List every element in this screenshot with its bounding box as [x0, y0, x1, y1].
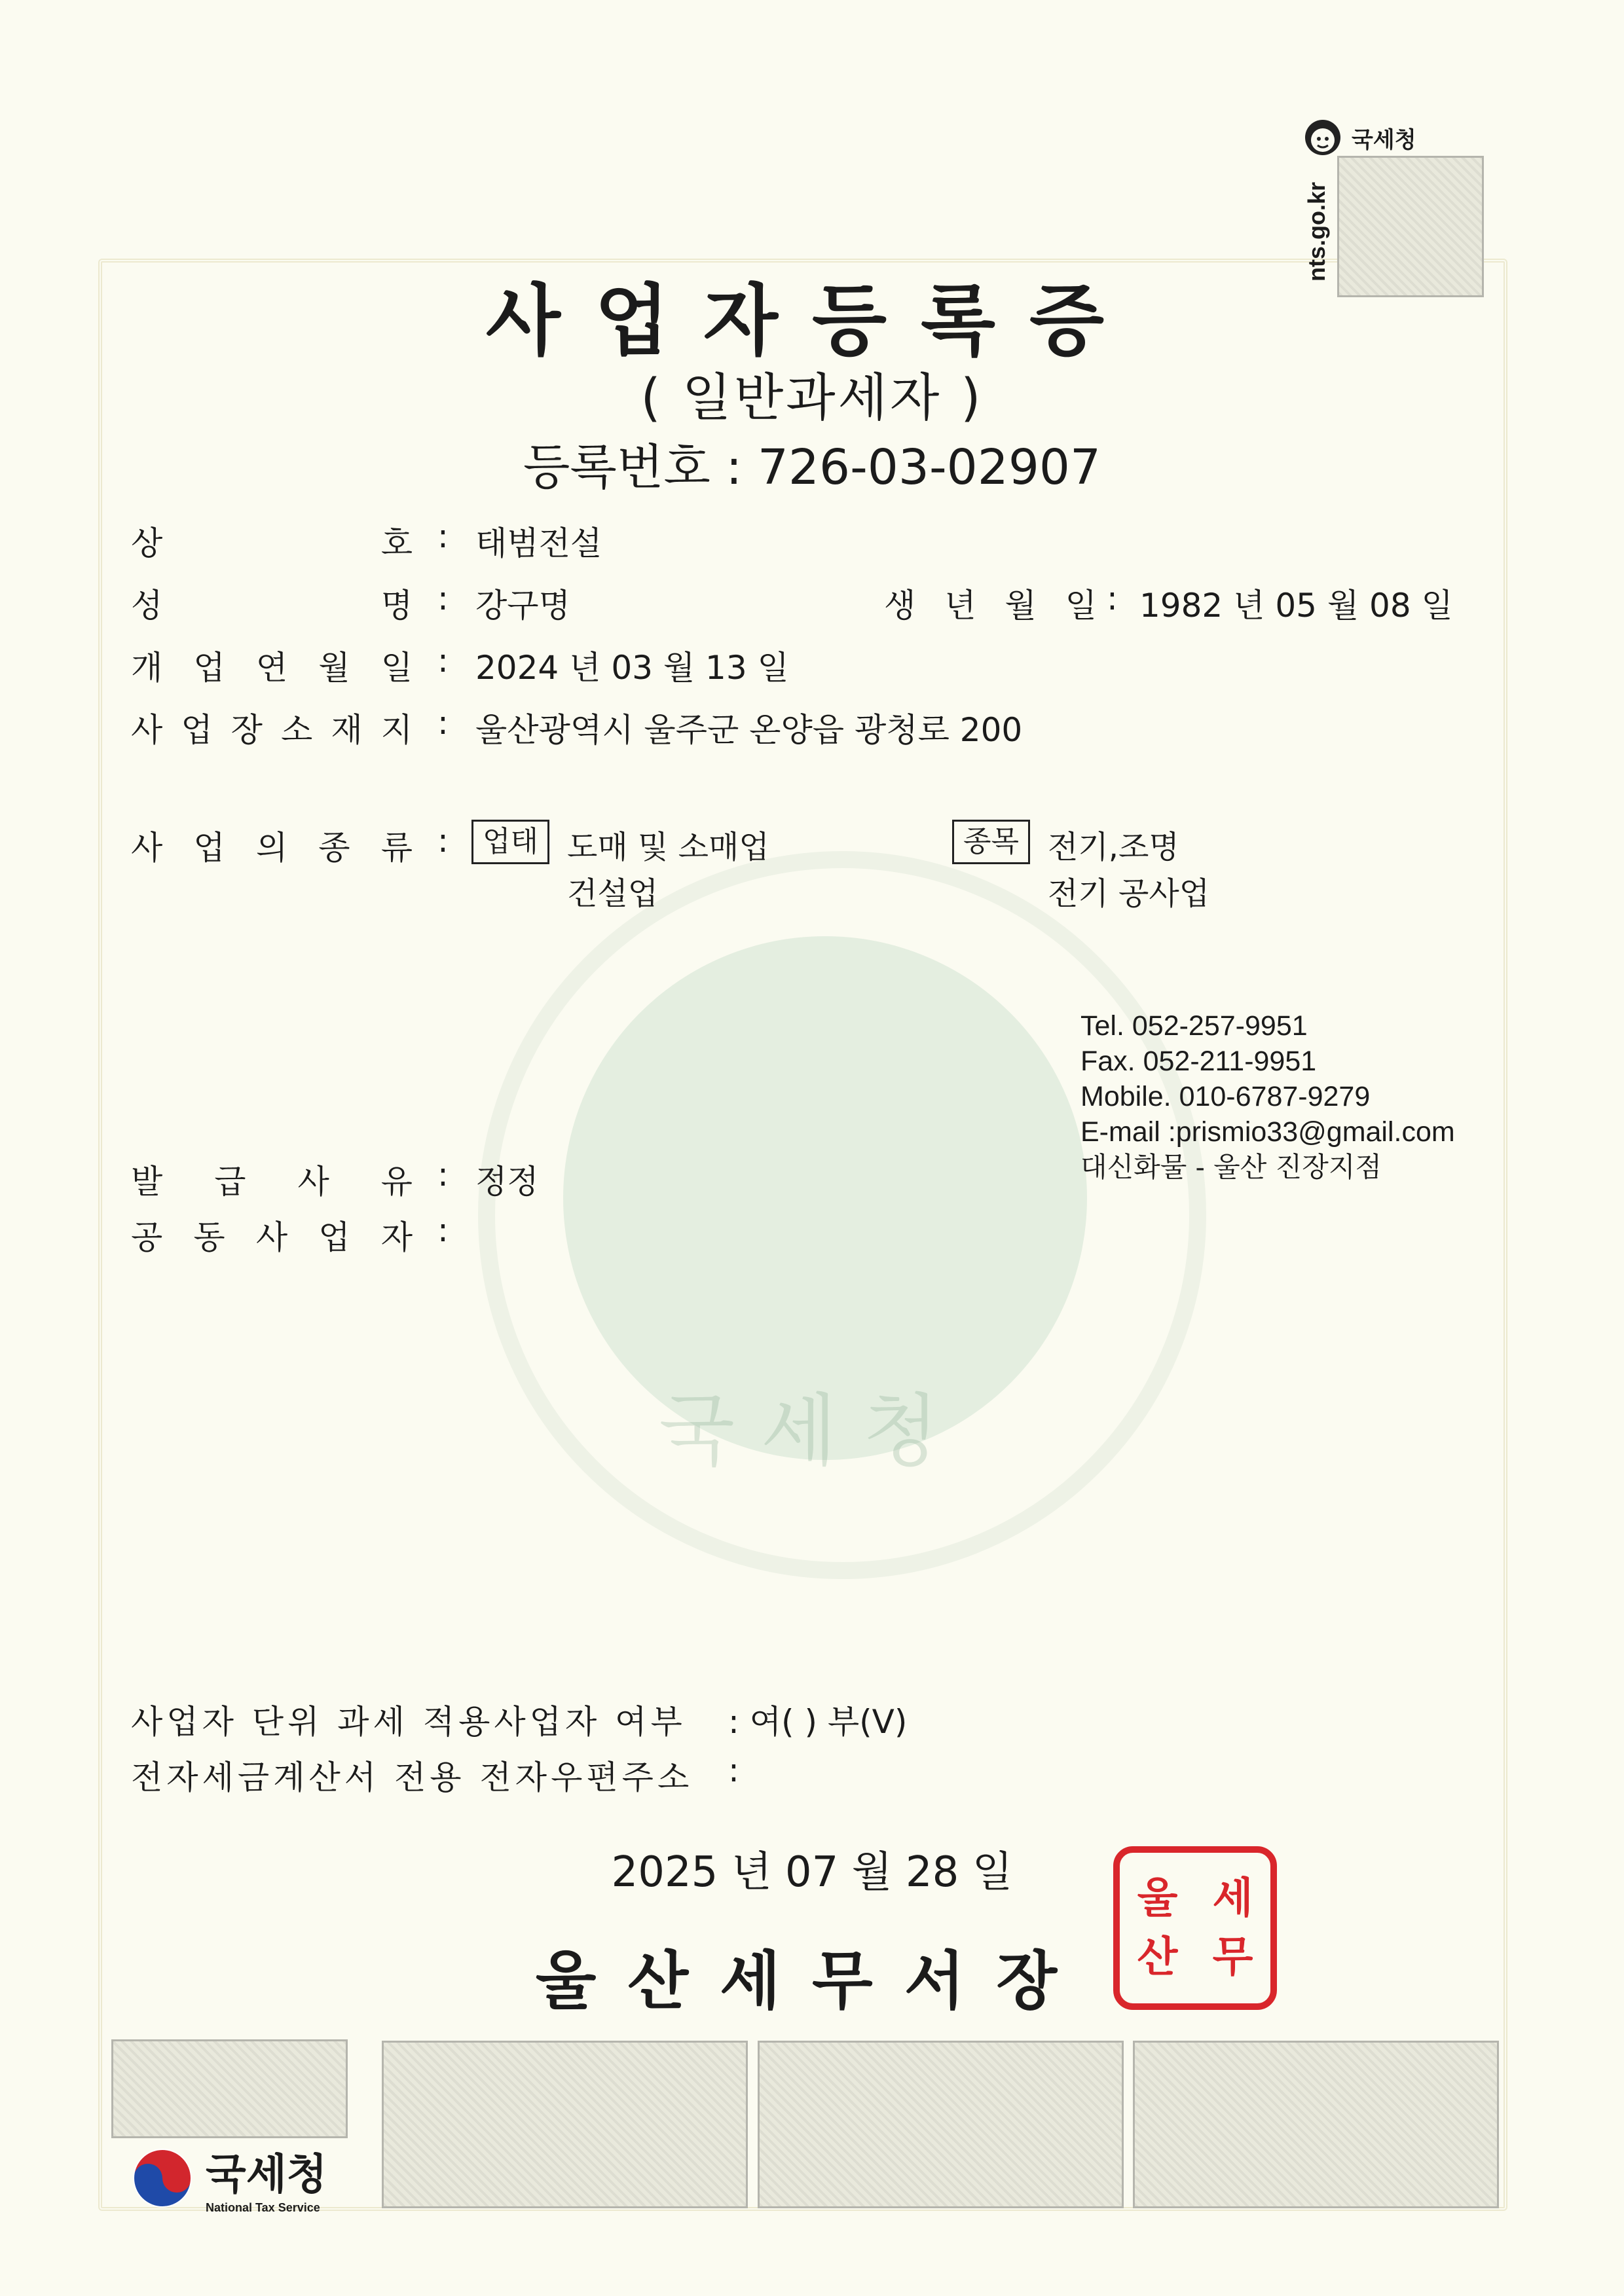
- nts-url: nts.go.kr: [1303, 181, 1330, 282]
- contact-block: [1080, 1008, 1455, 1185]
- issuing-office: 울산세무서장: [535, 1944, 1089, 2018]
- colon: :: [437, 517, 449, 555]
- birth-date-value: 1982 년 05 월 08 일: [1139, 587, 1453, 625]
- colon: :: [437, 1211, 449, 1249]
- category-1: 도매 및 소매업: [567, 829, 769, 866]
- joint-business-label: 공 동 사 업 자: [131, 1218, 413, 1256]
- watermark-text: 국세청: [659, 1386, 965, 1477]
- footer-logo-korean: 국세청: [206, 2151, 327, 2199]
- colon: :: [1107, 579, 1118, 617]
- business-type-label: 사 업 의 종 류: [131, 829, 413, 867]
- unit-tax-label: 사업자 단위 과세 적용사업자 여부: [131, 1703, 686, 1741]
- contact-mobile: Mobile. 010-6787-9279: [1080, 1081, 1371, 1112]
- nts-footer-logo: [131, 2141, 327, 2215]
- issue-date: 2025 년 07 월 28 일: [611, 1848, 1013, 1897]
- einvoice-email-value: :: [728, 1751, 739, 1789]
- contact-fax: Fax. 052-211-9951: [1080, 1046, 1317, 1077]
- colon: :: [437, 822, 449, 860]
- official-seal: 울산 세무: [1113, 1846, 1277, 2010]
- nts-badge: [1303, 118, 1416, 157]
- open-date-value: 2024 년 03 월 13 일: [475, 649, 789, 687]
- document-title: 사업자등록증: [486, 276, 1138, 366]
- contact-email: E-mail :prismio33@gmail.com: [1080, 1116, 1455, 1148]
- contact-shipping: 대신화물 - 울산 진장지점: [1080, 1151, 1382, 1183]
- document-subtitle: ( 일반과세자 ): [640, 369, 984, 428]
- colon: :: [437, 642, 449, 680]
- address-value: 울산광역시 울주군 온양읍 광청로 200: [475, 711, 1023, 749]
- colon: :: [437, 704, 449, 742]
- barcode-box-1: [382, 2041, 748, 2208]
- hologram-box: [111, 2039, 348, 2138]
- owner-name-label: 성 명: [131, 587, 413, 625]
- contact-tel: Tel. 052-257-9951: [1080, 1010, 1308, 1042]
- colon: :: [437, 1156, 449, 1194]
- birth-date-label: 생 년 월 일: [884, 587, 1106, 625]
- barcode-box-3: [1133, 2041, 1499, 2208]
- trade-name-label: 상 호: [131, 524, 413, 562]
- category-2: 건설업: [567, 875, 659, 912]
- unit-tax-value: : 여( ) 부(V): [728, 1703, 908, 1741]
- nts-badge-label: 국세청: [1352, 126, 1416, 153]
- open-date-label: 개 업 연 월 일: [131, 649, 413, 687]
- barcode-box-2: [758, 2041, 1124, 2208]
- address-label: 사 업 장 소 재 지: [131, 711, 413, 749]
- item-2: 전기 공사업: [1048, 875, 1210, 912]
- nts-mascot-icon: [1303, 118, 1342, 157]
- category-tag: 업태: [471, 820, 549, 864]
- footer-logo-english: National Tax Service: [206, 2201, 320, 2214]
- owner-name-value: 강구명: [475, 587, 570, 625]
- issue-reason-label: 발 급 사 유: [131, 1163, 413, 1201]
- registration-label: 등록번호 :: [523, 439, 743, 496]
- trade-name-value: 태범전설: [475, 524, 602, 562]
- colon: :: [437, 579, 449, 617]
- einvoice-email-label: 전자세금계산서 전용 전자우편주소: [131, 1758, 693, 1796]
- registration-number: 726-03-02907: [757, 439, 1101, 496]
- taegeuk-icon: [131, 2147, 194, 2210]
- item-tag: 종목: [952, 820, 1030, 864]
- item-1: 전기,조명: [1048, 829, 1179, 866]
- issue-reason-value: 정정: [475, 1163, 539, 1201]
- registration-number-line: [0, 429, 1624, 498]
